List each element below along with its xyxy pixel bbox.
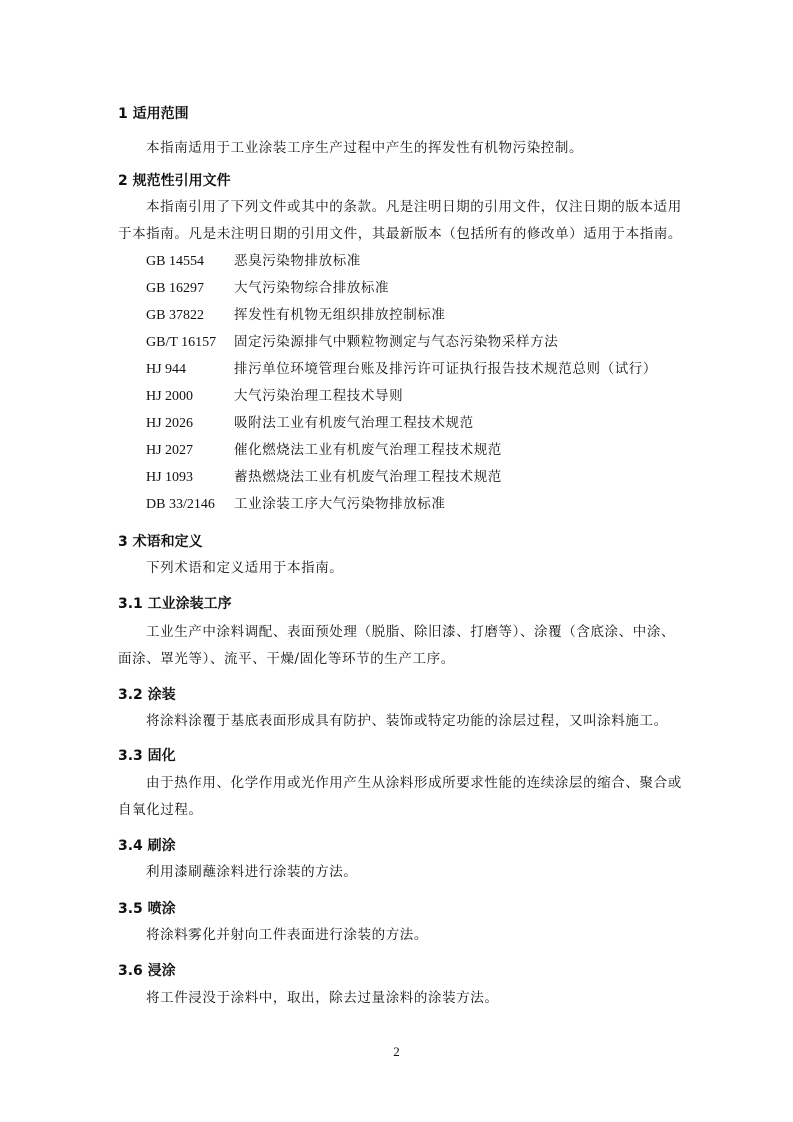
reference-title: 大气污染治理工程技术导则 xyxy=(234,388,404,404)
section-3-3-paragraph-line1: 由于热作用、化学作用或光作用产生从涂料形成所要求性能的连续涂层的缩合、聚合或 xyxy=(146,775,682,791)
section-3-6-heading: 3.6 浸涂 xyxy=(118,963,176,979)
reference-item xyxy=(146,492,446,513)
section-2-paragraph-line1: 本指南引用了下列文件或其中的条款。凡是注明日期的引用文件，仅注日期的版本适用 xyxy=(146,199,682,215)
reference-title: 吸附法工业有机废气治理工程技术规范 xyxy=(234,415,474,431)
section-3-3-paragraph-line2: 自氧化过程。 xyxy=(118,802,203,818)
section-1-heading: 1 适用范围 xyxy=(118,106,189,122)
reference-code: HJ 2000 xyxy=(146,389,194,404)
reference-title: 蓄热燃烧法工业有机废气治理工程技术规范 xyxy=(234,469,502,485)
section-3-1-paragraph-line2: 面涂、罩光等）、流平、干燥/固化等环节的生产工序。 xyxy=(118,651,455,667)
reference-code: GB/T 16157 xyxy=(146,335,217,350)
reference-item xyxy=(146,438,502,459)
section-3-heading: 3 术语和定义 xyxy=(118,534,203,550)
section-3-1-heading: 3.1 工业涂装工序 xyxy=(118,596,232,612)
section-1-paragraph: 本指南适用于工业涂装工序生产过程中产生的挥发性有机物污染控制。 xyxy=(146,140,584,156)
reference-code: HJ 2027 xyxy=(146,443,194,458)
reference-item xyxy=(146,357,657,378)
reference-code: HJ 2026 xyxy=(146,416,194,431)
section-3-6-paragraph: 将工件浸没于涂料中，取出，除去过量涂料的涂装方法。 xyxy=(146,990,499,1006)
section-3-5-paragraph: 将涂料雾化并射向工件表面进行涂装的方法。 xyxy=(146,927,428,943)
reference-item xyxy=(146,465,502,486)
reference-title: 排污单位环境管理台账及排污许可证执行报告技术规范总则（试行） xyxy=(234,361,657,377)
reference-code: HJ 944 xyxy=(146,362,187,377)
reference-item xyxy=(146,276,389,297)
reference-item xyxy=(146,303,446,324)
reference-title: 恶臭污染物排放标准 xyxy=(234,253,361,269)
page-number: 2 xyxy=(393,1044,400,1059)
reference-title: 固定污染源排气中颗粒物测定与气态污染物采样方法 xyxy=(234,334,559,350)
reference-item xyxy=(146,330,558,351)
section-3-3-heading: 3.3 固化 xyxy=(118,748,176,764)
section-2-paragraph-line2: 于本指南。凡是未注明日期的引用文件，其最新版本（包括所有的修改单）适用于本指南。 xyxy=(118,226,682,242)
reference-code: GB 37822 xyxy=(146,308,204,323)
reference-code: HJ 1093 xyxy=(146,470,194,485)
reference-code: DB 33/2146 xyxy=(146,497,215,512)
section-3-2-paragraph: 将涂料涂覆于基底表面形成具有防护、装饰或特定功能的涂层过程，又叫涂料施工。 xyxy=(146,713,668,729)
reference-title: 挥发性有机物无组织排放控制标准 xyxy=(234,307,446,323)
section-3-paragraph: 下列术语和定义适用于本指南。 xyxy=(146,560,344,576)
section-2-heading: 2 规范性引用文件 xyxy=(118,173,231,189)
reference-title: 催化燃烧法工业有机废气治理工程技术规范 xyxy=(234,442,502,458)
reference-item xyxy=(146,384,403,405)
reference-code: GB 16297 xyxy=(146,281,204,296)
section-3-1-paragraph-line1: 工业生产中涂料调配、表面预处理（脱脂、除旧漆、打磨等）、涂覆（含底涂、中涂、 xyxy=(146,624,676,640)
reference-code: GB 14554 xyxy=(146,254,204,269)
reference-item xyxy=(146,249,361,270)
section-3-4-heading: 3.4 刷涂 xyxy=(118,838,176,854)
reference-item xyxy=(146,411,474,432)
section-3-5-heading: 3.5 喷涂 xyxy=(118,901,176,917)
reference-title: 大气污染物综合排放标准 xyxy=(234,280,390,296)
reference-title: 工业涂装工序大气污染物排放标准 xyxy=(234,496,446,512)
section-3-2-heading: 3.2 涂装 xyxy=(118,687,176,703)
section-3-4-paragraph: 利用漆刷蘸涂料进行涂装的方法。 xyxy=(146,864,358,880)
